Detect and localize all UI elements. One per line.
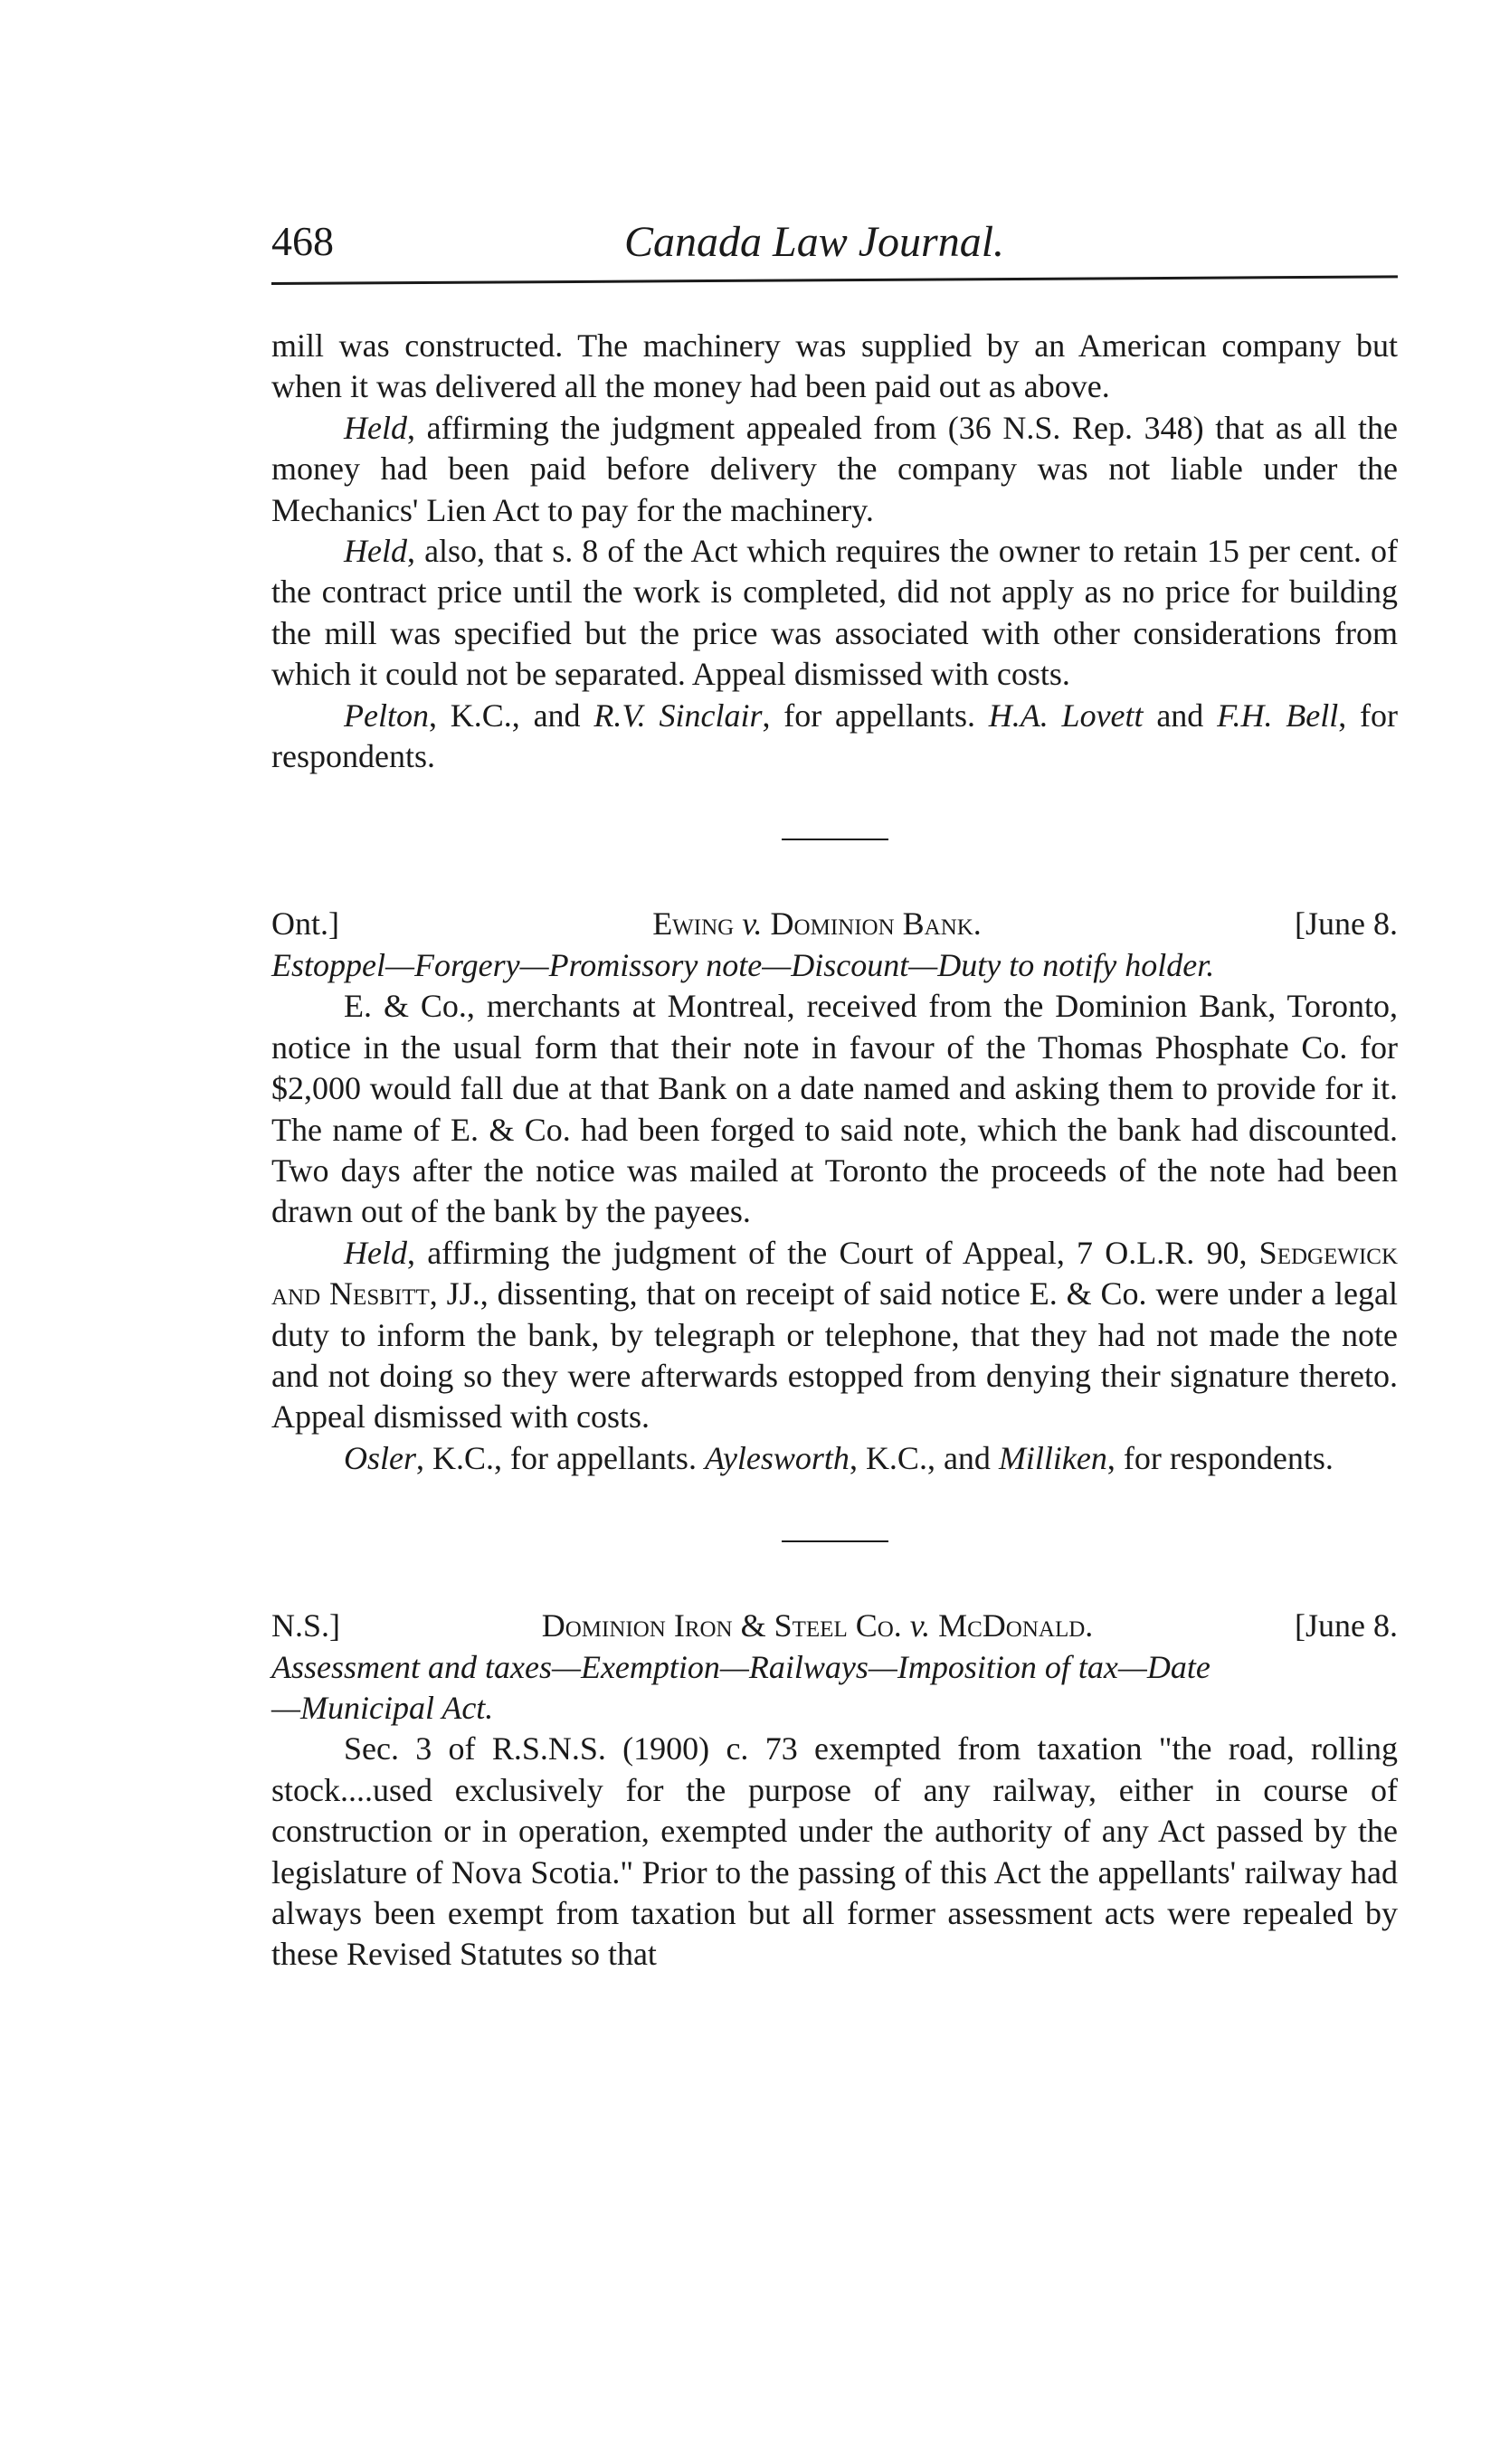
counsel-paragraph: [271, 1438, 1398, 1479]
paragraph: mill was constructed. The machinery was supplied by an American company but when it was delivered all the money had been paid out as above.: [271, 327, 1398, 405]
case-date: [June 8.: [1295, 905, 1398, 943]
counsel-name: H.A. Lovett: [988, 697, 1144, 734]
case-date: [June 8.: [1295, 1607, 1398, 1644]
catchwords: —Municipal Act.: [271, 1689, 494, 1726]
paragraph: E. & Co., merchants at Montreal, received from the Dominion Bank, Toronto, notice in the usual form that their note in favour of the Thomas Phosphate Co. for $2,000 would fall due at that Bank on a date named and asking them to provide for it. The name of E. & Co. had been forged to said note, which the bank had discounted. Two days after the notice was mailed at Toronto the proceeds of the note had been drawn out of the bank by the payees.: [271, 988, 1398, 1230]
case-name: [339, 904, 1295, 944]
page-body: [271, 326, 1398, 1976]
counsel-text: , for appellants.: [762, 697, 989, 734]
party-name: Dominion Bank.: [770, 905, 982, 943]
counsel-name: Osler: [344, 1439, 416, 1476]
catchwords: Estoppel—Forgery—Promissory note—Discount—Duty to notify holder.: [271, 946, 1215, 983]
counsel-name: Milliken: [998, 1439, 1107, 1476]
held-paragraph: [271, 1233, 1398, 1438]
counsel-text: , for respondents.: [1106, 1439, 1334, 1476]
page-number: 468: [271, 218, 334, 264]
counsel-name: R.V. Sinclair: [593, 697, 763, 734]
running-title: Canada Law Journal.: [624, 218, 1005, 266]
counsel-name: F.H. Bell: [1217, 697, 1339, 734]
counsel-text: , for respondents.: [271, 697, 1398, 775]
counsel-text: , K.C., and: [849, 1439, 999, 1476]
section-separator: [782, 839, 888, 840]
held-text: , affirming the judgment appealed from (36 N.S. Rep. 348) that as all the money had been paid before delivery the company was not liable under the Mechanics' Lien Act to pay for the machinery.: [271, 409, 1398, 528]
judges-names: Sedgewick and Nesbitt: [271, 1234, 1398, 1313]
case-heading: [271, 904, 1398, 944]
party-name: McDonald.: [938, 1607, 1094, 1644]
page-header: [271, 217, 1402, 280]
counsel-name: Pelton: [344, 697, 429, 734]
held-paragraph: [271, 408, 1398, 531]
court-label: Ont.]: [271, 905, 339, 943]
held-text: , also, that s. 8 of the Act which requires the owner to retain 15 per cent. of the contract price until the work is completed, did not apply as no price for building the mill was specified but the price was associated with other considerations from which it could not be separated. Appeal dismissed with costs.: [271, 533, 1398, 693]
held-label: Held: [344, 409, 407, 446]
counsel-name: Aylesworth: [704, 1439, 850, 1476]
case-heading: [271, 1606, 1398, 1646]
party-name: Ewing: [652, 905, 735, 943]
paragraph: Sec. 3 of R.S.N.S. (1900) c. 73 exempted from taxation "the road, rolling stock....used exclusively for the purpose of any railway, either in course of construction or in operation, exempted under the authority of any Act passed by the legislature of Nova Scotia." Prior to the passing of this Act the appellants' railway had always been exempt from taxation but all former assessment acts were repealed by these Revised Statutes so that: [271, 1730, 1398, 1973]
case-name: [340, 1606, 1295, 1646]
counsel-paragraph: [271, 696, 1398, 778]
held-label: Held: [344, 1234, 407, 1271]
versus-label: v.: [901, 1607, 939, 1644]
held-text: , affirming the judgment of the Court of Appeal, 7 O.L.R. 90,: [406, 1234, 1259, 1271]
held-paragraph: [271, 531, 1398, 696]
party-name: Dominion Iron & Steel Co.: [541, 1607, 902, 1644]
held-text: , JJ., dissenting, that on receipt of said notice E. & Co. were under a legal duty to inform the bank, by telegraph or telephone, that they had not made the note and not doing so they were afterwards estopped from denying their signature thereto. Appeal dismissed with costs.: [271, 1275, 1398, 1436]
versus-label: v.: [734, 905, 771, 943]
counsel-text: , K.C., for appellants.: [416, 1439, 705, 1476]
section-separator: [782, 1540, 888, 1542]
counsel-text: and: [1143, 697, 1218, 734]
held-label: Held: [344, 533, 407, 570]
counsel-text: , K.C., and: [428, 697, 594, 734]
court-label: N.S.]: [271, 1607, 341, 1644]
catchwords: Assessment and taxes—Exemption—Railways—Imposition of tax—Date: [271, 1648, 1210, 1685]
